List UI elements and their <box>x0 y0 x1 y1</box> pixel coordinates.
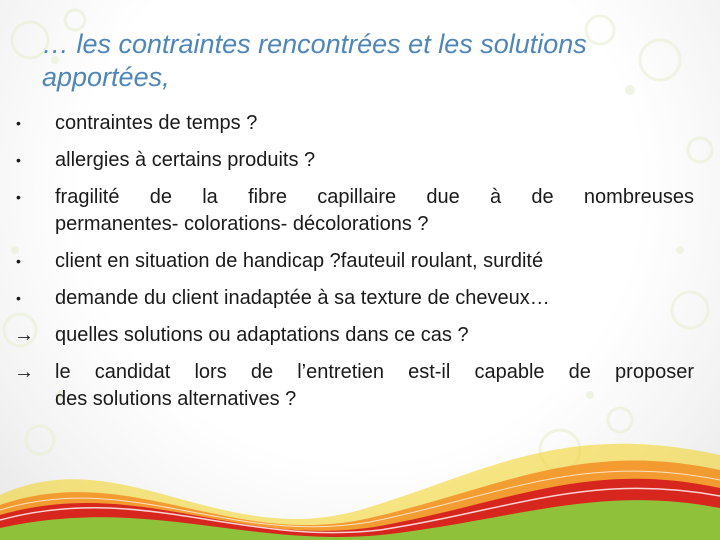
list-item-text: client en situation de handicap ?fauteuil roulant, surdité <box>55 250 544 272</box>
list-item <box>14 184 694 238</box>
list-item-text: des solutions alternatives ? <box>55 388 297 410</box>
list-item <box>14 248 694 275</box>
bullet-icon: • <box>16 152 21 168</box>
list-item-text: permanentes- colorations- décolorations ? <box>55 213 429 235</box>
slide-title <box>42 28 702 94</box>
arrow-right-icon: → <box>14 324 34 346</box>
title-line: … les contraintes rencontrées et les solutions <box>42 29 587 59</box>
list-item-text: demande du client inadaptée à sa texture de cheveux… <box>55 287 550 309</box>
bullet-icon: • <box>16 290 21 306</box>
list-item-text: allergies à certains produits ? <box>55 149 316 171</box>
bullet-icon: • <box>16 115 21 131</box>
list-item <box>14 322 694 349</box>
decorative-wave <box>0 400 720 540</box>
list-item-text: le candidat lors de l’entretien est-il capable de proposer <box>55 361 694 383</box>
list-item <box>14 285 694 312</box>
list-item-text: fragilité de la fibre capillaire due à de nombreuses <box>55 186 694 208</box>
list-item-text: contraintes de temps ? <box>55 112 258 134</box>
bullet-list <box>14 110 694 423</box>
title-line: apportées, <box>42 62 170 92</box>
list-item-text: quelles solutions ou adaptations dans ce cas ? <box>55 324 469 346</box>
bullet-icon: • <box>16 253 21 269</box>
bullet-icon: • <box>16 189 21 205</box>
list-item <box>14 110 694 137</box>
list-item <box>14 147 694 174</box>
arrow-right-icon: → <box>14 361 34 383</box>
